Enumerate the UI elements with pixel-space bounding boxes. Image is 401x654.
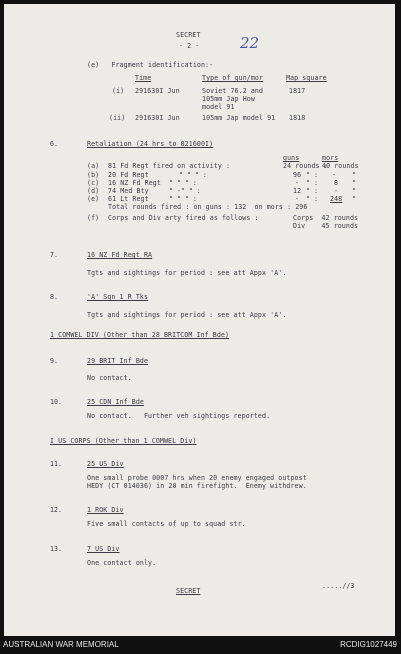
section-body: Tgts and sightings for period : see att Appx 'A'. bbox=[87, 269, 287, 277]
section-body: Five small contacts of up to squad str. bbox=[87, 520, 246, 528]
retaliation-idx: (c) bbox=[87, 179, 100, 187]
document-page bbox=[4, 4, 395, 636]
page-number: - 2 - bbox=[179, 42, 200, 50]
retaliation-mors: 8 bbox=[334, 179, 339, 187]
retaliation-unit: 20 Fd Regt bbox=[108, 171, 149, 179]
retaliation-idx: (a) bbox=[87, 162, 100, 170]
frag-row-map: 1817 bbox=[289, 87, 306, 95]
retaliation-idx: (d) bbox=[87, 187, 100, 195]
section-title: 7 US Div bbox=[87, 545, 120, 553]
frag-row-time: 291630I Jun bbox=[135, 114, 180, 122]
mors-header: mors bbox=[322, 154, 339, 162]
retaliation-guns: - bbox=[295, 195, 300, 203]
section-title: 29 BRIT Inf Bde bbox=[87, 357, 149, 365]
retaliation-guns: - bbox=[295, 179, 300, 187]
retaliation-guns: 12 bbox=[293, 187, 302, 195]
footer-continuation: .....//3 bbox=[322, 582, 355, 590]
section-title: 25 US Div bbox=[87, 460, 124, 468]
section-body: Tgts and sightings for period : see att Appx 'A'. bbox=[87, 311, 287, 319]
frag-row-idx: (ii) bbox=[109, 114, 126, 122]
archive-id: RCDIG1027449 bbox=[340, 640, 397, 649]
ditto-marks: " " " : bbox=[169, 195, 197, 203]
ditto-marks: " bbox=[352, 179, 356, 187]
ditto-marks: " bbox=[352, 195, 356, 203]
section-number: 13. bbox=[50, 545, 62, 553]
retaliation-unit: 16 NZ Fd Regt bbox=[108, 179, 161, 187]
section-number: 12. bbox=[50, 506, 62, 514]
retaliation-unit: 61 Lt Regt bbox=[108, 195, 149, 203]
section-number: 11. bbox=[50, 460, 62, 468]
retaliation-idx: (b) bbox=[87, 171, 100, 179]
ditto-marks: " " " : bbox=[169, 179, 197, 187]
section-number: 8. bbox=[50, 293, 58, 301]
frag-row-type: 105mm Jap model 91 bbox=[202, 114, 276, 122]
total-rounds: Total rounds fired : on guns : 132 on mors : 296 bbox=[108, 203, 308, 211]
ditto-marks: " bbox=[352, 187, 356, 195]
frag-row-type: model 91 bbox=[202, 103, 235, 111]
section-title: Retaliation (24 hrs to 021600I) bbox=[87, 140, 214, 148]
guns-header: guns bbox=[283, 154, 300, 162]
frag-row-type: Soviet 76.2 and bbox=[202, 87, 264, 95]
ditto-marks: " : bbox=[306, 179, 318, 187]
retaliation-unit: 74 Med Bty bbox=[108, 187, 149, 195]
section-body: HEDY (CT 014036) in 20 min firefight. Enemy withdrew. bbox=[87, 482, 307, 490]
section-body: One contact only. bbox=[87, 559, 157, 567]
division-heading: 1 COMWEL DIV (Other than 28 BRITCOM Inf Bde) bbox=[50, 331, 230, 339]
ditto-marks: " bbox=[352, 171, 356, 179]
archive-footer bbox=[0, 636, 401, 654]
section-title: 'A' Sqn 1 R Tks bbox=[87, 293, 149, 301]
ditto-marks: " : bbox=[306, 187, 318, 195]
retaliation-unit: 81 Fd Regt fired on activity : bbox=[108, 162, 231, 170]
frag-row-time: 291630I Jun bbox=[135, 87, 180, 95]
retaliation-mors: - bbox=[332, 171, 337, 179]
frag-row-idx: (i) bbox=[112, 87, 125, 95]
section-body: No contact. Further veh sightings reported. bbox=[87, 412, 271, 420]
section-title: 16 NZ Fd Regt RA bbox=[87, 251, 153, 259]
corps-rounds: Corps 42 rounds bbox=[293, 214, 359, 222]
section-body: One small probe 0007 hrs when 20 enemy engaged outpost bbox=[87, 474, 307, 482]
corps-heading: I US CORPS (Other than 1 COMWEL Div) bbox=[50, 437, 197, 445]
retaliation-guns: 24 rounds : bbox=[283, 162, 328, 170]
frag-row-type: 105mm Jap How bbox=[202, 95, 255, 103]
ditto-marks: " : bbox=[306, 195, 318, 203]
retaliation-guns: 96 bbox=[293, 171, 302, 179]
section-number: 7. bbox=[50, 251, 58, 259]
section-number: 6. bbox=[50, 140, 58, 148]
retaliation-mors: 40 rounds bbox=[322, 162, 359, 170]
retaliation-mors: - bbox=[334, 187, 339, 195]
fragment-label: (e) Fragment identification:- bbox=[87, 61, 214, 69]
corps-div-arty: Corps and Div arty fired as follows : bbox=[108, 214, 259, 222]
col-type-header: Type of gun/mor bbox=[202, 74, 264, 82]
ditto-marks: " " " : bbox=[179, 171, 207, 179]
section-title: 1 ROK Div bbox=[87, 506, 124, 514]
col-map-header: Map square bbox=[286, 74, 327, 82]
retaliation-idx: (f) bbox=[87, 214, 100, 222]
section-number: 9. bbox=[50, 357, 58, 365]
frag-row-map: 1818 bbox=[289, 114, 306, 122]
ditto-marks: " : bbox=[306, 171, 318, 179]
header-classification: SECRET bbox=[176, 31, 201, 39]
retaliation-mors: 248 bbox=[330, 195, 343, 203]
section-body: No contact. bbox=[87, 374, 132, 382]
footer-classification: SECRET bbox=[176, 587, 201, 595]
section-title: 25 CDN Inf Bde bbox=[87, 398, 144, 406]
ditto-marks: " -" " : bbox=[169, 187, 201, 195]
div-rounds: Div 45 rounds bbox=[293, 222, 359, 230]
handwritten-annotation: 22 bbox=[240, 34, 260, 52]
col-time-header: Time bbox=[135, 74, 152, 82]
section-number: 10. bbox=[50, 398, 62, 406]
archive-name: AUSTRALIAN WAR MEMORIAL bbox=[3, 640, 119, 649]
retaliation-idx: (e) bbox=[87, 195, 100, 203]
